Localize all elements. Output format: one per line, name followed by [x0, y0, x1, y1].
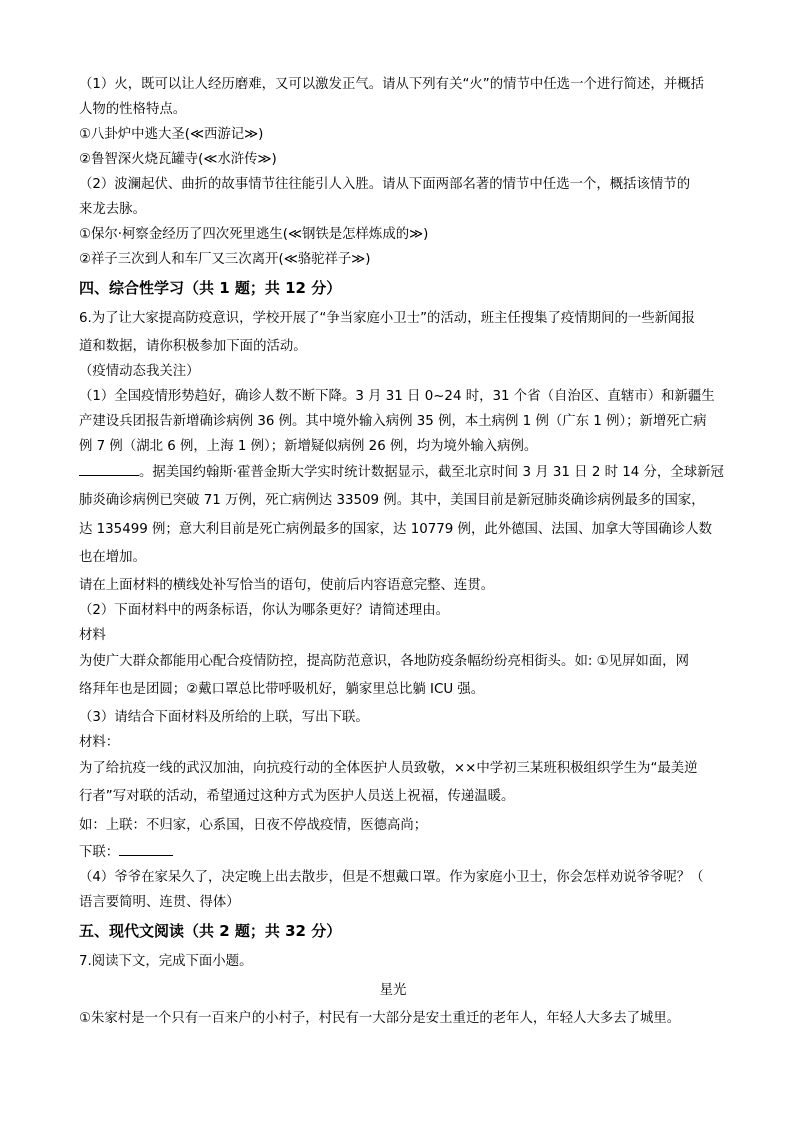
q5-option: ②鲁智深火烧瓦罐寺(≪水浒传≫) [79, 152, 277, 167]
q5-part2-line: （2）波澜起伏、曲折的故事情节往往能引人入胜。请从下面两部名著的情节中任选一个，概括该情节的 [79, 177, 691, 192]
q6-part4-line: （4）爷爷在家呆久了，决定晚上出去散步，但是不想戴口罩。作为家庭小卫士，你会怎样劝说爷爷呢？（ [79, 870, 704, 885]
q5-option: ①保尔·柯察金经历了四次死里逃生(≪钢铁是怎样炼成的≫) [79, 227, 429, 242]
q5-part2-line: 来龙去脉。 [79, 202, 146, 217]
q6-part2-line: 络拜年也是团圆；②戴口罩总比带呼吸机好，躺家里总比躺 ICU 强。 [79, 682, 485, 697]
q6-part2-line: 为使广大群众都能用心配合疫情防控，提高防范意识，各地防疫条幅纷纷亮相街头。如: ①见屏如面，网 [79, 653, 689, 669]
q6-part3-line: 为了给抗疫一线的武汉加油，向抗疫行动的全体医护人员致敬，××中学初三某班积极组织学生为“最美逆 [79, 760, 698, 776]
q5-option: ②祥子三次到人和车厂又三次离开(≪骆驼祥子≫) [79, 252, 371, 267]
q6-part1-line: （1）全国疫情形势趋好，确诊人数不断下降。3 月 31 日 0~24 时，31 个省（自治区、直辖市）和新疆生 [79, 388, 715, 404]
q6-part3-label: 材料： [79, 734, 120, 750]
q6-intro-line: 道和数据，请你积极参加下面的活动。 [79, 338, 307, 354]
q6-part1-line: 例 7 例（湖北 6 例，上海 1 例）；新增疑似病例 26 例，均为境外输入病例。 [79, 438, 538, 454]
q6-part3-line [79, 840, 719, 865]
q6-part3-line: 如：上联：不归家，心系国，日夜不停战疫情，医德高尚； [79, 817, 428, 833]
q6-part3-text: 下联： [79, 845, 120, 860]
q5-option: ①八卦炉中逃大圣(≪西游记≫) [79, 127, 264, 142]
q6-part1-text: 。据美国约翰斯·霍普金斯大学实时统计数据显示，截至北京时间 3 月 31 日 2 时 14 分，全球新冠 [139, 464, 724, 480]
q5-part1-line: 人物的性格特点。 [79, 102, 187, 117]
q6-part3-line: 行者”写对联的活动，希望通过这种方式为医护人员送上祝福，传递温暖。 [79, 789, 515, 804]
q6-part4-line: 语言要简明、连贯、得体） [79, 895, 240, 910]
section-heading-5: 五、现代文阅读（共 2 题；共 32 分） [79, 922, 342, 940]
article-title [79, 977, 719, 1006]
article-paragraph: ①朱家村是一个只有一百来户的小村子，村民有一大部分是安土重迁的老年人，年轻人大多去了城里。 [79, 1011, 681, 1026]
fill-blank [79, 460, 139, 476]
q6-part3-line: （3）请结合下面材料及所给的上联，写出下联。 [79, 709, 369, 725]
q6-part1-line: 肺炎确诊病例已突破 71 万例，死亡病例达 33509 例。其中，美国目前是新冠肺炎确诊病例最多的国家， [79, 493, 705, 508]
fill-blank [119, 840, 173, 856]
q6-subtitle: （疫情动态我关注） [79, 363, 200, 379]
q6-part2-label: 材料 [79, 627, 106, 643]
q6-part1-line: 达 135499 例；意大利目前是死亡病例最多的国家，达 10779 例，此外德国、法国、加拿大等国确诊人数 [79, 521, 712, 537]
q5-part1-line: （1）火，既可以让人经历磨难，又可以激发正气。请从下列有关“火”的情节中任选一个进行简述，并概括 [79, 77, 704, 92]
q6-intro-line: 6.为了让大家提高防疫意识，学校开展了“争当家庭小卫士”的活动，班主任搜集了疫情期间的一些新闻报 [79, 311, 695, 326]
q6-part1-instruction: 请在上面材料的横线处补写恰当的语句，使前后内容语意完整、连贯。 [79, 577, 495, 593]
q6-part2-line: （2）下面材料中的两条标语，你认为哪条更好？请简述理由。 [79, 602, 450, 618]
q6-part1-line: 也在增加。 [79, 550, 146, 565]
document-body [79, 72, 724, 1034]
section-heading-4: 四、综合性学习（共 1 题；共 12 分） [79, 279, 342, 297]
q7-intro: 7.阅读下文，完成下面小题。 [79, 954, 253, 969]
q6-part1-line: 产建设兵团报告新增确诊病例 36 例。其中境外输入病例 35 例，本土病例 1 例（广东 1 例）；新增死亡病 [79, 413, 707, 429]
article-title-text: 星光 [379, 982, 407, 998]
q6-part1-line [79, 459, 724, 488]
